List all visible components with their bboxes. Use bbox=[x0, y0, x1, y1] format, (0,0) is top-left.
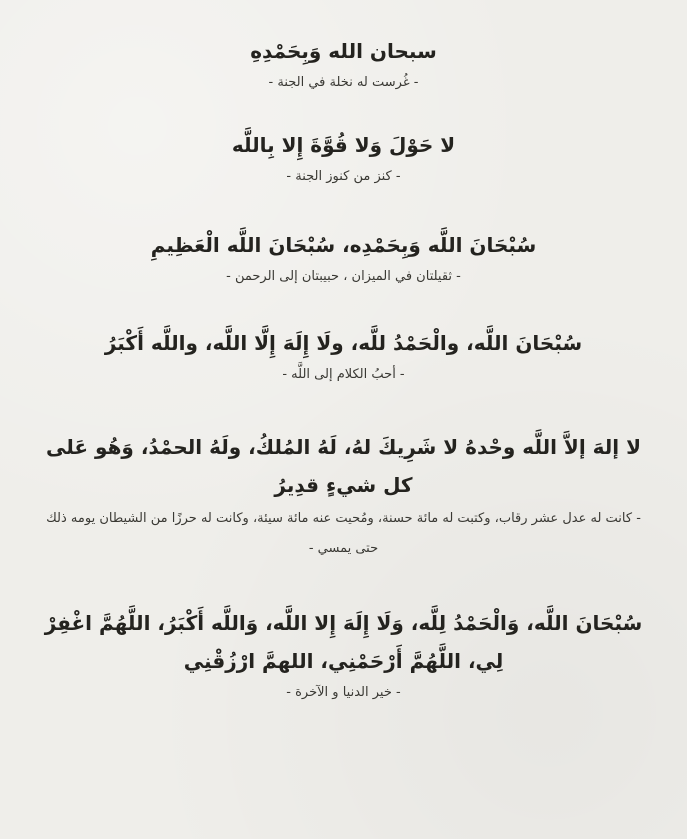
virtue-text: - غُرست له نخلة في الجنة - bbox=[268, 75, 419, 90]
dhikr-entry bbox=[44, 32, 643, 96]
virtue-text: - كانت له عدل عشر رقاب، وكتبت له مائة حسنة، ومُحيت عنه مائة سيئة، وكانت له حرزًا من الشيطان يومه ذلك حتى يمسي - bbox=[46, 511, 641, 556]
dhikr-text: لا إلهَ إلاَّ اللَّه وحْدهُ لا شَرِيكَ لهُ، لَهُ المُلكُ، ولَهُ الحمْدُ، وَهُو عَلى كل شيءٍ قدِيرُ bbox=[46, 435, 641, 497]
dhikr-text: لا حَوْلَ وَلا قُوَّةَ إِلا بِاللَّه bbox=[231, 133, 456, 157]
dhikr-text: سبحان الله وَبِحَمْدِهِ bbox=[250, 39, 437, 63]
virtue-text: - خير الدنيا و الآخرة - bbox=[286, 685, 401, 700]
dhikr-entry bbox=[44, 226, 643, 290]
virtue-text: - كنز من كنوز الجنة - bbox=[286, 169, 401, 184]
dhikr-text: سُبْحَانَ اللَّه، وَالْحَمْدُ لِلَّه، وَلَا إِلَهَ إِلا اللَّه، وَاللَّه أَكْبَرُ، اللَّهُمَّ اغْفِرْ لِي، اللَّهُمَّ أَرْحَمْنِي، اللهمَّ ارْزُقْنِي bbox=[44, 611, 643, 673]
virtue-text: - أحبُ الكلام إلى اللَّه - bbox=[282, 367, 405, 382]
dhikr-entry bbox=[44, 428, 643, 564]
dhikr-entry bbox=[44, 126, 643, 190]
dhikr-entry bbox=[44, 324, 643, 388]
dhikr-text: سُبْحَانَ اللَّه، والْحَمْدُ للَّه، ولَا إِلَهَ إِلَّا اللَّه، واللَّه أَكْبَرُ bbox=[104, 331, 583, 355]
virtue-text: - ثقيلتان في الميزان ، حبيبتان إلى الرحمن - bbox=[226, 269, 461, 284]
dhikr-entry bbox=[44, 604, 643, 706]
dhikr-text: سُبْحَانَ اللَّه وَبِحَمْدِه، سُبْحَانَ اللَّه الْعَظِيمِ bbox=[150, 233, 537, 257]
